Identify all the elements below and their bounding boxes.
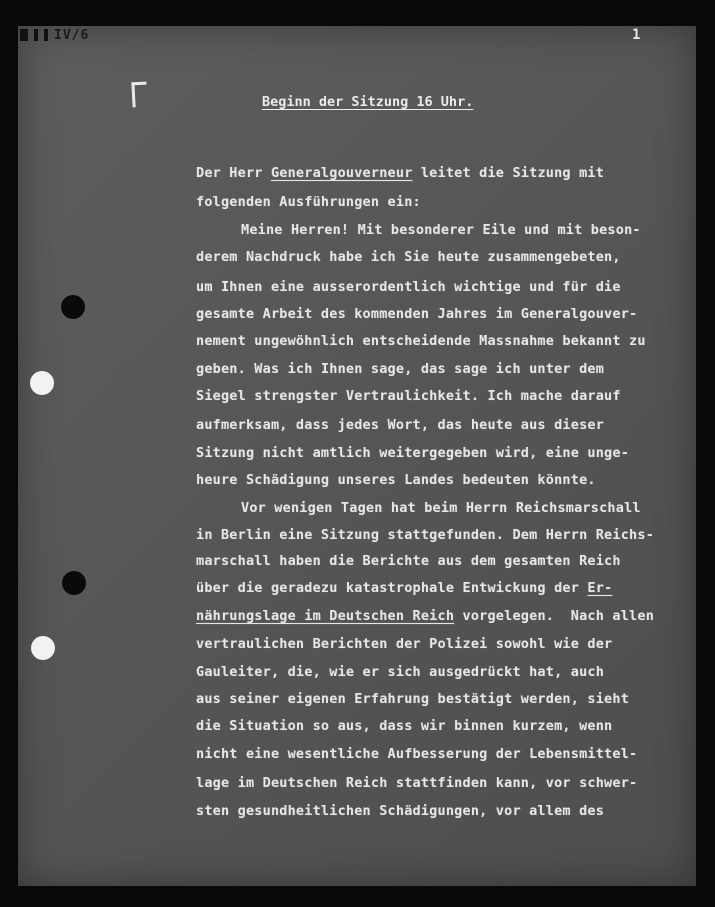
reference-number: IV/6: [54, 27, 90, 43]
text-line: [196, 691, 629, 707]
text-line: [196, 306, 637, 322]
text-line: [196, 775, 637, 791]
text-segment: die Situation so aus, dass wir binnen kurzem, wenn: [196, 718, 613, 734]
text-segment: folgenden Ausführungen ein:: [196, 194, 421, 210]
text-segment: Gauleiter, die, wie er sich ausgedrückt hat, auch: [196, 664, 605, 680]
text-line: [196, 527, 654, 543]
text-line: [196, 249, 621, 265]
archive-mark: [34, 29, 38, 41]
text-line: [241, 500, 641, 516]
text-line: [196, 746, 637, 762]
text-line: [196, 472, 596, 488]
archive-mark: [44, 29, 48, 41]
bracket-mark: [131, 82, 147, 108]
underlined-text: Generalgouverneur: [270, 165, 413, 181]
text-segment: Siegel strengster Vertraulichkeit. Ich mache darauf: [196, 388, 621, 404]
text-line: [196, 194, 421, 210]
text-segment: marschall haben die Berichte aus dem gesamten Reich: [196, 553, 621, 569]
text-segment: um Ihnen eine ausserordentlich wichtige und für die: [196, 279, 621, 295]
text-segment: vorgelegen. Nach allen: [454, 608, 655, 624]
text-line: [196, 580, 612, 596]
text-line: [196, 388, 621, 404]
archive-header: [20, 28, 89, 42]
document-title: Beginn der Sitzung 16 Uhr.: [262, 94, 474, 110]
text-line: [196, 553, 621, 569]
text-segment: Sitzung nicht amtlich weitergegeben wird, eine unge-: [196, 445, 630, 461]
text-segment: lage im Deutschen Reich stattfinden kann, vor schwer-: [196, 775, 638, 791]
text-line: [196, 333, 646, 349]
text-segment: Vor wenigen Tagen hat beim Herrn Reichsmarschall: [241, 500, 641, 516]
text-segment: aus seiner eigenen Erfahrung bestätigt werden, sieht: [196, 691, 630, 707]
text-line: [196, 718, 612, 734]
text-segment: aufmerksam, dass jedes Wort, das heute aus dieser: [196, 417, 605, 433]
punch-hole: [61, 295, 85, 319]
text-line: [241, 222, 641, 238]
text-line: [196, 361, 604, 377]
text-segment: nicht eine wesentliche Aufbesserung der Lebensmittel-: [196, 746, 638, 762]
text-segment: vertraulichen Berichten der Polizei sowohl wie der: [196, 636, 613, 652]
text-segment: derem Nachdruck habe ich Sie heute zusammengebeten,: [196, 249, 621, 265]
text-line: [196, 417, 604, 433]
text-segment: nement ungewöhnlich entscheidende Massnahme bekannt zu: [196, 333, 646, 349]
underlined-text: nährungslage im Deutschen Reich: [196, 608, 455, 624]
text-segment: leitet die Sitzung mit: [412, 165, 605, 181]
punch-hole: [30, 371, 54, 395]
punch-hole: [31, 636, 55, 660]
text-line: [196, 279, 621, 295]
text-line: [196, 445, 629, 461]
text-segment: über die geradezu katastrophale Entwickung der: [196, 580, 588, 596]
text-line: [196, 636, 612, 652]
text-segment: sten gesundheitlichen Schädigungen, vor allem des: [196, 803, 605, 819]
underlined-text: Er-: [587, 580, 613, 596]
archive-mark: [20, 29, 28, 41]
text-segment: Der Herr: [196, 165, 271, 181]
text-segment: heure Schädigung unseres Landes bedeuten könnte.: [196, 472, 596, 488]
text-line: [196, 664, 604, 680]
text-line: [196, 608, 654, 624]
text-segment: geben. Was ich Ihnen sage, das sage ich unter dem: [196, 361, 605, 377]
page-number: 1: [632, 27, 641, 43]
text-segment: in Berlin eine Sitzung stattgefunden. Dem Herrn Reichs-: [196, 527, 655, 543]
punch-hole: [62, 571, 86, 595]
text-segment: gesamte Arbeit des kommenden Jahres im Generalgouver-: [196, 306, 638, 322]
text-line: [196, 165, 604, 181]
text-segment: Meine Herren! Mit besonderer Eile und mit beson-: [241, 222, 641, 238]
text-line: [196, 803, 604, 819]
